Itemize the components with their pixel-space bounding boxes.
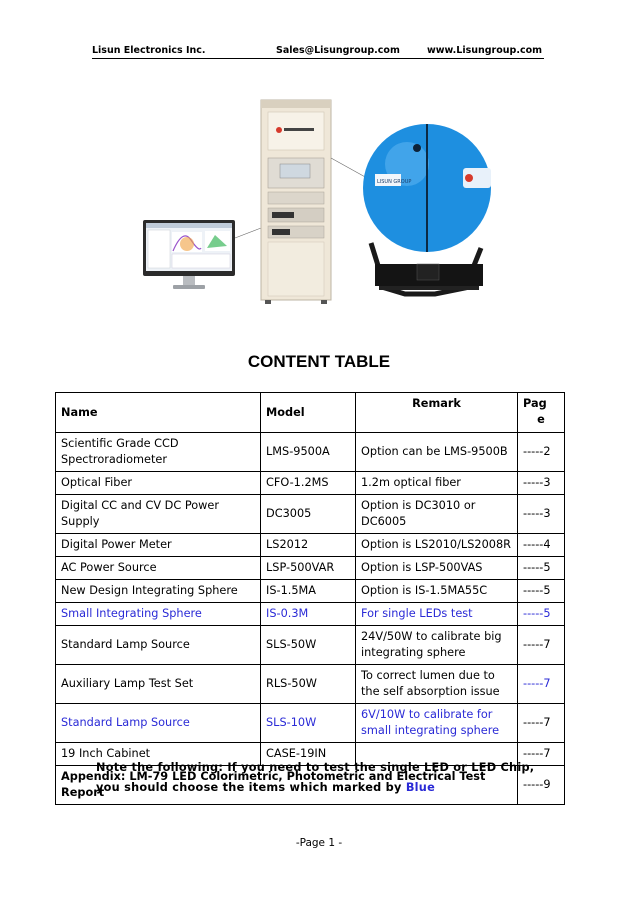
row-model: SLS-50W <box>261 626 356 665</box>
row-name: Scientific Grade CCD Spectroradiometer <box>56 433 261 472</box>
table-row <box>56 472 565 495</box>
row-model: SLS-10W <box>261 704 356 743</box>
header-page <box>518 393 565 433</box>
cabinet-image <box>261 100 331 304</box>
row-model: LSP-500VAR <box>261 557 356 580</box>
row-model: IS-0.3M <box>261 603 356 626</box>
table-row <box>56 704 565 743</box>
header-page-line2: e <box>537 413 545 426</box>
table-row <box>56 665 565 704</box>
header-remark: Remark <box>356 393 518 433</box>
table-row-highlighted <box>56 603 565 626</box>
row-model: DC3005 <box>261 495 356 534</box>
table-row <box>56 534 565 557</box>
row-page: -----7 <box>518 704 565 743</box>
header-email: Sales@Lisungroup.com <box>276 45 400 56</box>
header-page-line1: Pag <box>523 397 547 410</box>
product-image <box>135 88 495 338</box>
table-row <box>56 580 565 603</box>
table-row <box>56 557 565 580</box>
row-page: -----5 <box>518 580 565 603</box>
page-header <box>92 42 544 59</box>
row-name: Auxiliary Lamp Test Set <box>56 665 261 704</box>
row-remark: Option is LSP-500VAS <box>356 557 518 580</box>
row-page: -----3 <box>518 472 565 495</box>
row-name: Standard Lamp Source <box>56 626 261 665</box>
row-name: AC Power Source <box>56 557 261 580</box>
row-model: LS2012 <box>261 534 356 557</box>
row-page: -----4 <box>518 534 565 557</box>
header-name: Name <box>56 393 261 433</box>
appendix-page: -----9 <box>518 766 565 805</box>
row-page: -----2 <box>518 433 565 472</box>
page-footer: -Page 1 - <box>295 837 343 849</box>
content-table <box>55 392 565 805</box>
header-company: Lisun Electronics Inc. <box>92 45 206 56</box>
note-paragraph <box>96 758 546 798</box>
note-highlight: Blue <box>405 781 435 794</box>
row-model: RLS-50W <box>261 665 356 704</box>
row-name: Small Integrating Sphere <box>56 603 261 626</box>
page-title: CONTENT TABLE <box>247 352 391 371</box>
row-name: New Design Integrating Sphere <box>56 580 261 603</box>
integrating-sphere-image <box>363 124 491 294</box>
row-remark: 1.2m optical fiber <box>356 472 518 495</box>
row-name: Standard Lamp Source <box>56 704 261 743</box>
row-remark: Option can be LMS-9500B <box>356 433 518 472</box>
row-page: -----7 <box>518 665 565 704</box>
row-name: Digital Power Meter <box>56 534 261 557</box>
row-page: -----5 <box>518 603 565 626</box>
table-row <box>56 433 565 472</box>
sphere-label: LISUN GROUP <box>377 179 412 185</box>
row-remark: Option is IS-1.5MA55C <box>356 580 518 603</box>
table-header-row <box>56 393 565 433</box>
header-model: Model <box>261 393 356 433</box>
row-model: LMS-9500A <box>261 433 356 472</box>
note-text: Note the following: If you need to test the single LED or LED Chip, you should choose the items which marked by <box>96 761 535 794</box>
row-remark: Option is LS2010/LS2008R <box>356 534 518 557</box>
row-page: -----5 <box>518 557 565 580</box>
table-row <box>56 626 565 665</box>
appendix-text: Appendix: LM-79 LED Colorimetric, Photometric and Electrical Test Report <box>56 766 518 805</box>
row-page: -----7 <box>518 626 565 665</box>
row-model: CASE-19IN <box>261 743 356 766</box>
row-model: CFO-1.2MS <box>261 472 356 495</box>
header-website: www.Lisungroup.com <box>426 45 542 56</box>
row-remark: Option is DC3010 or DC6005 <box>356 495 518 534</box>
row-model: IS-1.5MA <box>261 580 356 603</box>
row-name: 19 Inch Cabinet <box>56 743 261 766</box>
row-name: Optical Fiber <box>56 472 261 495</box>
row-page: -----3 <box>518 495 565 534</box>
row-page: -----7 <box>518 743 565 766</box>
row-name: Digital CC and CV DC Power Supply <box>56 495 261 534</box>
table-row <box>56 495 565 534</box>
row-remark: 24V/50W to calibrate big integrating sphere <box>356 626 518 665</box>
row-remark: To correct lumen due to the self absorption issue <box>356 665 518 704</box>
monitor-image <box>143 220 235 289</box>
row-remark: 6V/10W to calibrate for small integrating sphere <box>356 704 518 743</box>
row-remark: For single LEDs test <box>356 603 518 626</box>
